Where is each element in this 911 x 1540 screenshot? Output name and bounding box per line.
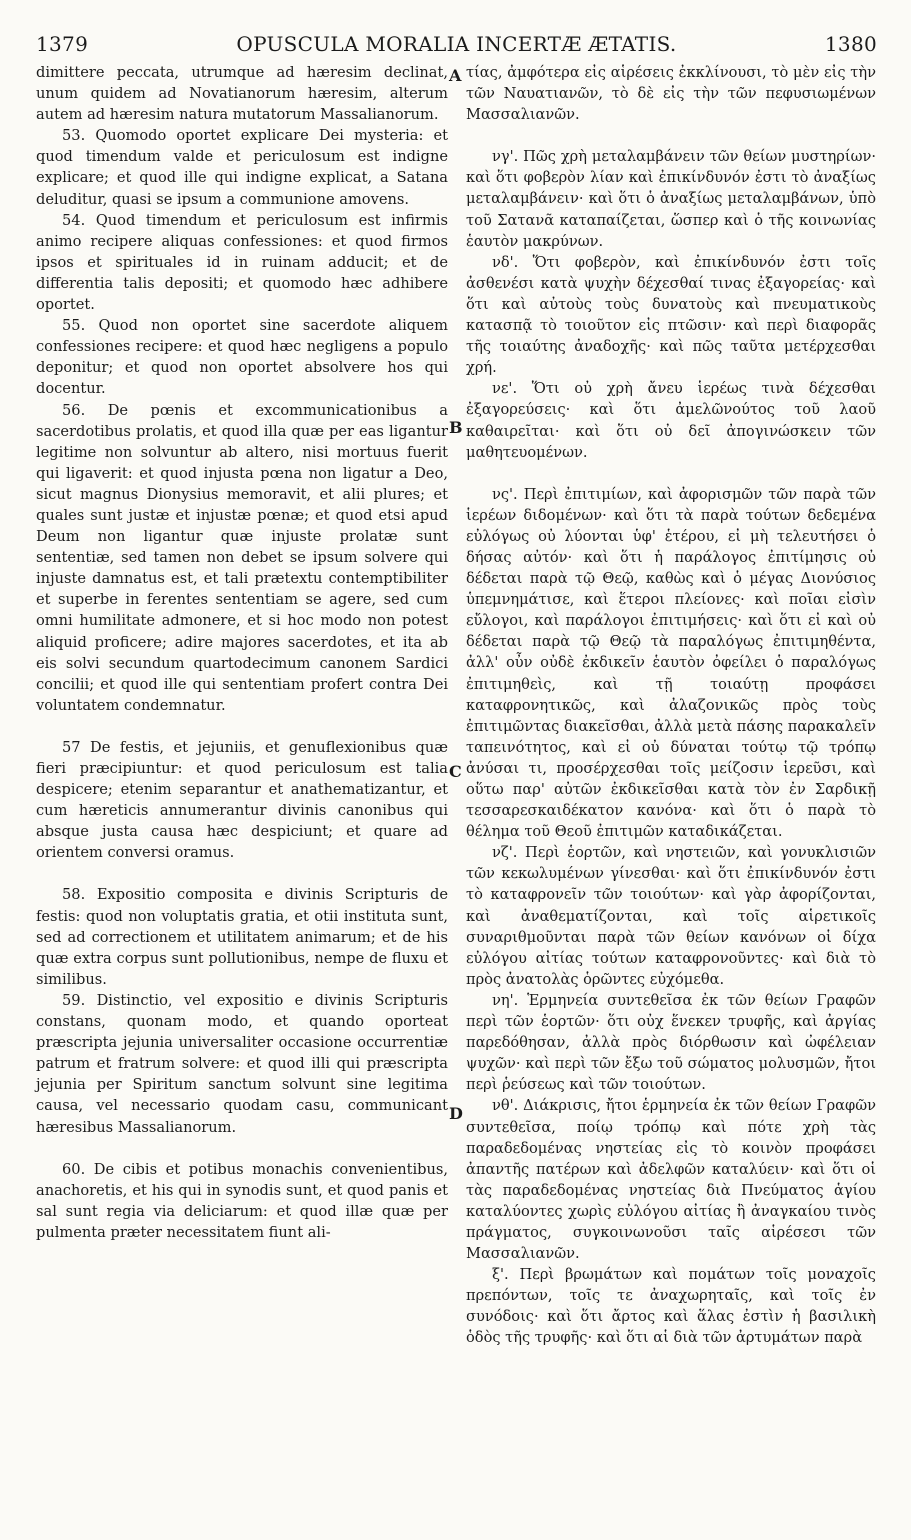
running-header — [36, 32, 877, 58]
latin-paragraph-56: 56. De pœnis et excommunicationibus a sacerdotibus prolatis, et quod illa quæ per eas ligantur legitime non solvuntur ab altero, nisi mortuus fuerit qui ligaverit: et quod injusta pœna non ligatur a Deo, sicut magnus Dionysius memoravit, et alii plures; et quales sunt justæ et injustæ pœnæ; et quod etsi apud Deum non ligantur quæ injuste prolatæ sunt sententiæ, sed tamen non debet se ipsum solvere qui injuste damnatus est, et tali prætextu contemptibiliter et superbe in ferentes sententiam se agere, sed cum omni humilitate admonere, et si hoc modo non potest aliquid proficere; adire majores sacerdotes, et ita ab eis solvi secundum quartodecimum canonem Sardici concilii; et quod ille qui sententiam profert contra Dei voluntatem condemnatur. — [36, 401, 448, 714]
latin-column — [36, 62, 448, 1243]
latin-paragraph-60: 60. De cibis et potibus monachis convenientibus, anachoretis, et his qui in synodis sunt, et quod panis et sal sunt regia via deliciarum: et quod illæ quæ per pulmenta præter necessitatem fiunt ali- — [36, 1160, 448, 1241]
latin-paragraph-59: 59. Distinctio, vel expositio e divinis Scripturis constans, quonam modo, et quando oporteat præscripta jejunia universaliter occasione occurrentiæ patrum et fratrum solvere: et quod illi qui præscripta jejunia per Spiritum sanctum solvunt sine legitima causa, vel necessario quodam casu, communicant hæresibus Massalianorum. — [36, 991, 448, 1136]
latin-paragraph-53: 53. Quomodo oportet explicare Dei mysteria: et quod timendum valde et periculosum est indigne explicare; et quod ille qui indigne explicat, a Satana deluditur, quasi se ipsum a communione amovens. — [36, 127, 448, 208]
margin-letter-b: B — [449, 418, 463, 437]
greek-paragraph-53: νγ'. Πῶς χρὴ μεταλαμβάνειν τῶν θείων μυστηρίων· καὶ ὅτι φοβερὸν λίαν καὶ ἐπικίνδυνόν ἐστι τὸ ἀναξίως μεταλαμβάνειν· καὶ ὅτι ὁ ἀναξίως μεταλαμβάνων, ὑπὸ τοῦ Σατανᾶ καταπαίζεται, ὥσπερ καὶ ὁ τῆς κοινωνίας ἑαυτὸν μακρύνων. — [466, 148, 876, 250]
greek-paragraph-54: νδ'. Ὅτι φοβερὸν, καὶ ἐπικίνδυνόν ἐστι τοῖς ἀσθενέσι κατὰ ψυχὴν δέχεσθαί τινας ἐξαγορείας· καὶ ὅτι καὶ αὐτοὺς τοὺς δυνατοὺς καὶ πνευματικοὺς κατασπᾷ τὸ τοιοῦτον εἰς πτῶσιν· καὶ περὶ διαφορᾶς τῆς τοιαύτης ἀναδοχῆς· καὶ πῶς ταῦτα μετέρχεσθαι χρή. — [466, 253, 876, 377]
latin-paragraph-58: 58. Expositio composita e divinis Scripturis de festis: quod non voluptatis gratia, et otii instituta sunt, sed ad correctionem et utilitatem animarum; et de his quæ extra corpus sunt pollutionibus, nempe de fluxu et similibus. — [36, 886, 448, 988]
latin-paragraph-55: 55. Quod non oportet sine sacerdote aliquem confessiones recipere: et quod hæc negligens a populo deponitur; et quod non oportet absolvere hos qui docentur. — [36, 317, 448, 398]
greek-paragraph-56: νς'. Περὶ ἐπιτιμίων, καὶ ἀφορισμῶν τῶν παρὰ τῶν ἱερέων διδομένων· καὶ ὅτι τὰ παρὰ τούτων δεδεμένα εὐλόγως οὐ λύονται ὑφ' ἑτέρου, εἰ μὴ τελευτήσει ὁ δήσας αὐτόν· καὶ ὅτι ἡ παράλογος ἐπιτίμησις οὐ δέδεται παρὰ τῷ Θεῷ, καθὼς καὶ ὁ μέγας Διονύσιος ὑπεμνημάτισε, καὶ ἕτεροι πλείονες· καὶ ποῖαι εἰσὶν εὔλογοι, καὶ παράλογοι ἐπιτιμήσεις· καὶ ὅτι εἰ καὶ οὐ δέδεται παρὰ τῷ Θεῷ τὰ παραλόγως ἐπιτιμηθέντα, ἀλλ' οὖν οὐδὲ ἐκδικεῖν ἑαυτὸν ὀφείλει ὁ παραλόγως ἐπιτιμηθεὶς, καὶ τῇ τοιαύτῃ προφάσει καταφρονητικῶς, καὶ ἀλαζονικῶς πρὸς τοὺς ἐπιτιμῶντας διακεῖσθαι, ἀλλὰ μετὰ πάσης παρακαλεῖν ταπεινότητος, καὶ εἰ οὐ δύναται τούτῳ τῷ τρόπῳ ἀνύσαι τι, προσέρχεσθαι τοῖς μείζοσιν ἱερεῦσι, καὶ οὕτω παρ' αὐτῶν ἐκδικεῖσθαι κατὰ τὸν ἐν Σαρδικῇ τεσσαρεσκαιδέκατον κανόνα· καὶ ὅτι ὁ παρὰ τὸ θέλημα τοῦ Θεοῦ ἐπιτιμῶν καταδικάζεται. — [466, 485, 876, 841]
latin-paragraph-54: 54. Quod timendum et periculosum est infirmis animo recipere aliquas confessiones: et quod firmos ipsos et spirituales id in ruinam adducit; et de differentia talis depositi; et quomodo hæc adhibere oportet. — [36, 211, 448, 314]
latin-paragraph-57: 57 De festis, et jejuniis, et genuflexionibus quæ fieri præcipiuntur: et quod periculosum est talia despicere; etenim separantur et anathematizantur, et cum hæreticis annumerantur divinis canonibus qui absque justa causa hæc despiciunt; et quare ad orientem conversi oramus. — [36, 738, 448, 862]
greek-paragraph-59: νθ'. Διάκρισις, ἤτοι ἑρμηνεία ἐκ τῶν θείων Γραφῶν συντεθεῖσα, ποίῳ τρόπῳ καὶ πότε χρὴ τὰς παραδεδομένας νηστείας εἰς τὸ κοινὸν προφάσει ἀπαντῆς πατέρων καὶ ἀδελφῶν καταλύειν· καὶ ὅτι οἱ τὰς παραδεδομένας νηστείας διὰ Πνεύματος ἁγίου καταλύοντες χωρὶς εὐλόγου αἰτίας ἢ ἀναγκαίου τινὸς πράγματος, συγκοινωνοῦσι ταῖς αἱρέσεσι τῶν Μασσαλιανῶν. — [466, 1097, 876, 1263]
left-page-number: 1379 — [36, 32, 89, 56]
margin-letter-c: C — [449, 762, 462, 781]
greek-paragraph-55: νε'. Ὅτι οὐ χρὴ ἄνευ ἱερέως τινὰ δέχεσθαι ἐξαγορεύσεις· καὶ ὅτι ἀμελῶνούτος τοῦ λαοῦ καθαιρεῖται· καὶ ὅτι οὐ δεῖ ἀπογινώσκειν τῶν μαθητευομένων. — [466, 380, 876, 461]
greek-paragraph-57: νζ'. Περὶ ἑορτῶν, καὶ νηστειῶν, καὶ γονυκλισιῶν τῶν κεκωλυμένων γίνεσθαι· καὶ ὅτι ἐπικίνδυνόν ἐστι τὸ καταφρονεῖν τῶν τοιούτων· καὶ γὰρ ἀφορίζονται, καὶ ἀναθεματίζονται, καὶ τοῖς αἱρετικοῖς συναριθμοῦνται παρὰ τῶν θείων κανόνων οἱ δίχα εὐλόγου αἰτίας τούτων καταφρονοῦντες· καὶ διὰ τὸ πρὸς ἀνατολὰς ὁρῶντες εὐχόμεθα. — [466, 844, 876, 988]
margin-letter-a: A — [449, 66, 462, 85]
greek-paragraph-continuation: τίας, ἀμφότερα εἰς αἱρέσεις ἐκκλίνουσι, τὸ μὲν εἰς τὴν τῶν Ναυατιανῶν, τὸ δὲ εἰς τὴν τῶν πεφυσιωμένων Μασσαλιανῶν. — [466, 64, 876, 124]
greek-column — [466, 62, 876, 1349]
greek-paragraph-60: ξ'. Περὶ βρωμάτων καὶ πομάτων τοῖς μοναχοῖς πρεπόντων, τοῖς τε ἀναχωρηταῖς, καὶ τοῖς ἐν συνόδοις· καὶ ὅτι ἄρτος καὶ ἅλας ἐστὶν ἡ βασιλικὴ ὁδὸς τῆς τρυφῆς· καὶ ὅτι αἱ διὰ τῶν ἀρτυμάτων παρὰ — [466, 1266, 876, 1347]
latin-paragraph-continuation: dimittere peccata, utrumque ad hæresim declinat, unum quidem ad Novatianorum hæresim, alterum autem ad hæresim natura mutatorum Massalianorum. — [36, 64, 448, 124]
running-title: OPUSCULA MORALIA INCERTÆ ÆTATIS. — [236, 32, 677, 56]
greek-paragraph-58: νη'. Ἑρμηνεία συντεθεῖσα ἐκ τῶν θείων Γραφῶν περὶ τῶν ἑορτῶν· ὅτι οὐχ ἕνεκεν τρυφῆς, καὶ ἀργίας παρεδόθησαν, ἀλλὰ πρὸς διόρθωσιν καὶ ὠφέλειαν ψυχῶν· καὶ περὶ τῶν ἔξω τοῦ σώματος μολυσμῶν, ἤτοι περὶ ῥεύσεως καὶ τῶν τοιούτων. — [466, 991, 876, 1094]
right-page-number: 1380 — [824, 32, 877, 56]
margin-letter-d: D — [449, 1104, 463, 1123]
